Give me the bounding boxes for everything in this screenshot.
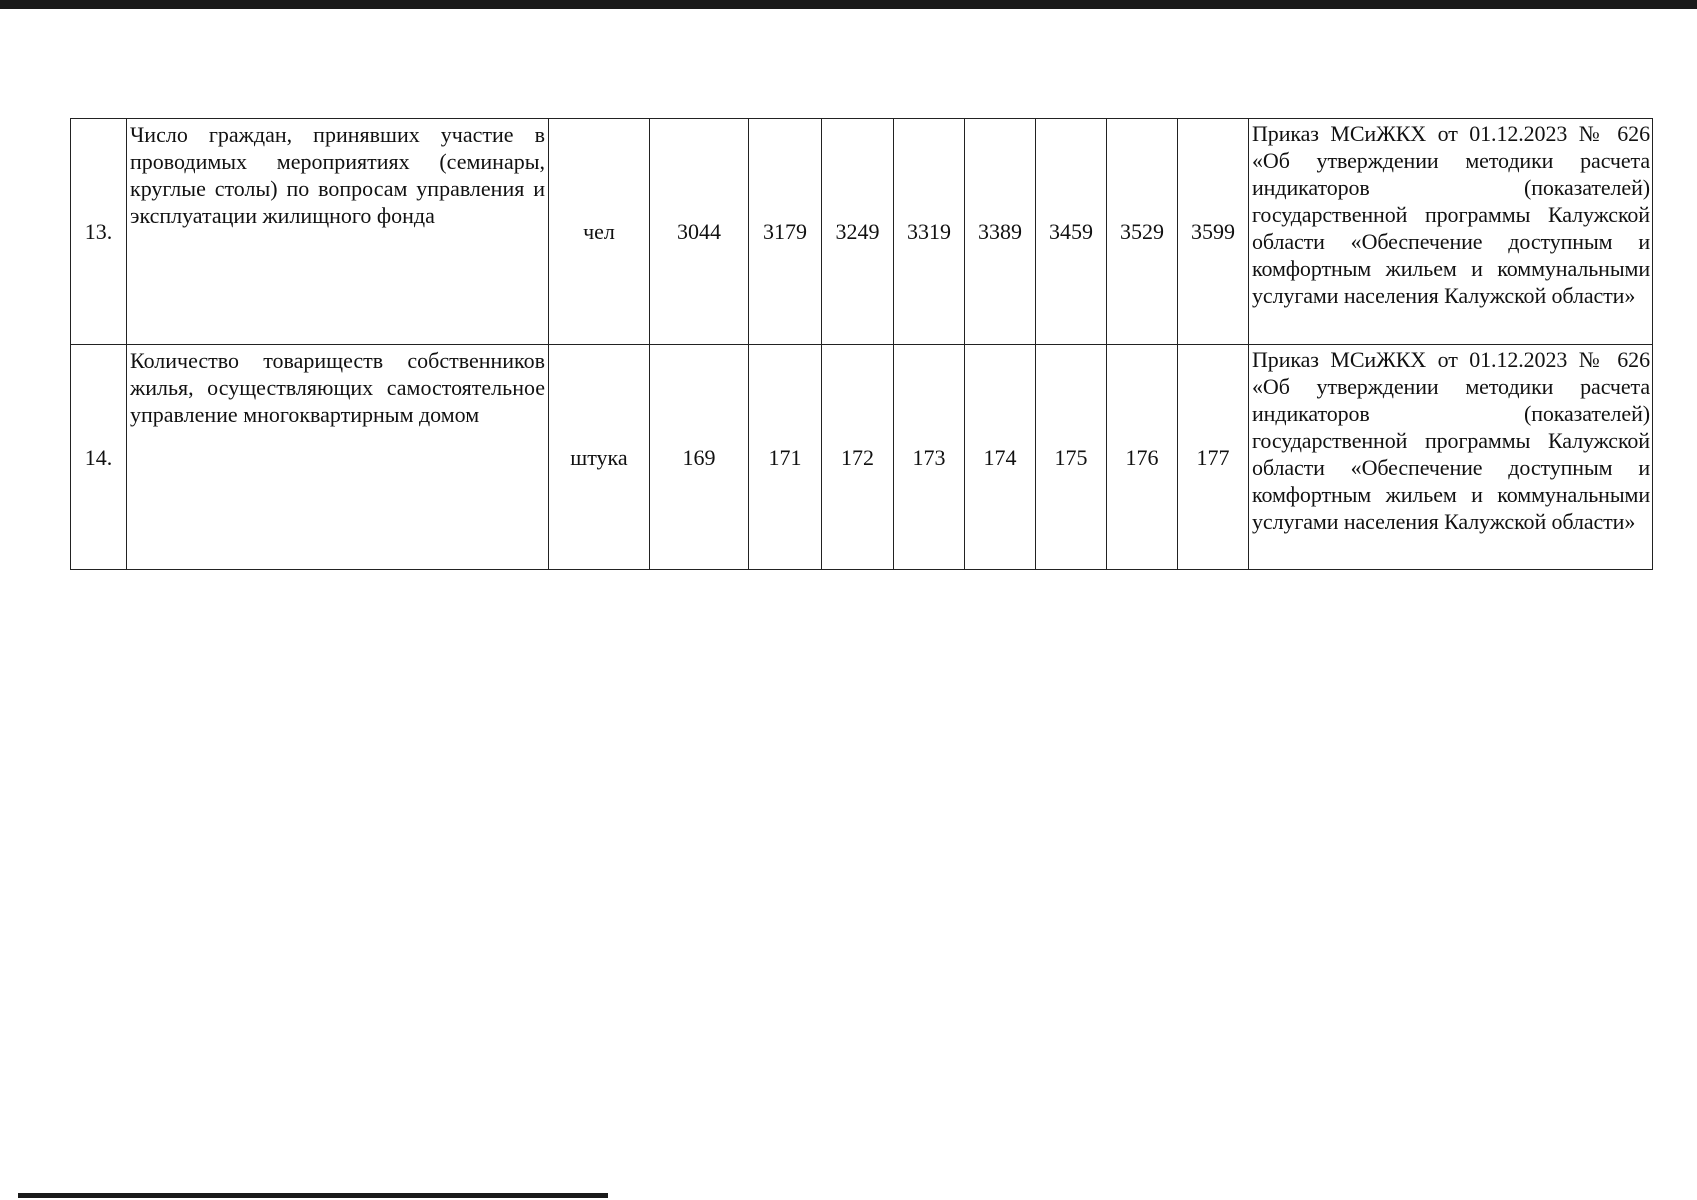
value-cell: 175 xyxy=(1036,345,1107,570)
scan-border-bottom xyxy=(18,1193,608,1198)
indicators-table xyxy=(70,118,1653,570)
source-document: Приказ МСиЖКХ от 01.12.2023 № 626 «Об утверждении методики расчета индикаторов (показателей) государственной программы Калужской области «Обеспечение доступным и комфортным жильем и коммунальными услугами населения Калужской области» xyxy=(1249,345,1653,570)
unit-cell: штука xyxy=(549,345,650,570)
value-cell: 3179 xyxy=(749,119,822,345)
value-cell: 3249 xyxy=(822,119,894,345)
value-cell: 172 xyxy=(822,345,894,570)
value-cell: 3319 xyxy=(894,119,965,345)
value-cell: 3389 xyxy=(965,119,1036,345)
row-number: 14. xyxy=(71,345,127,570)
value-cell: 176 xyxy=(1107,345,1178,570)
unit-cell: чел xyxy=(549,119,650,345)
scan-border-top xyxy=(0,0,1697,9)
indicator-name: Число граждан, принявших участие в проводимых мероприятиях (семинары, круглые столы) по вопросам управления и эксплуатации жилищного фонда xyxy=(127,119,549,345)
value-cell: 3529 xyxy=(1107,119,1178,345)
value-cell: 3599 xyxy=(1178,119,1249,345)
value-cell: 174 xyxy=(965,345,1036,570)
value-cell: 171 xyxy=(749,345,822,570)
row-number: 13. xyxy=(71,119,127,345)
value-cell: 173 xyxy=(894,345,965,570)
table-row xyxy=(71,119,1653,345)
indicator-name: Количество товариществ собственников жилья, осуществляющих самостоятельное управление многоквартирным домом xyxy=(127,345,549,570)
value-cell: 169 xyxy=(650,345,749,570)
value-cell: 177 xyxy=(1178,345,1249,570)
value-cell: 3044 xyxy=(650,119,749,345)
value-cell: 3459 xyxy=(1036,119,1107,345)
source-document: Приказ МСиЖКХ от 01.12.2023 № 626 «Об утверждении методики расчета индикаторов (показателей) государственной программы Калужской области «Обеспечение доступным и комфортным жильем и коммунальными услугами населения Калужской области» xyxy=(1249,119,1653,345)
table-row xyxy=(71,345,1653,570)
